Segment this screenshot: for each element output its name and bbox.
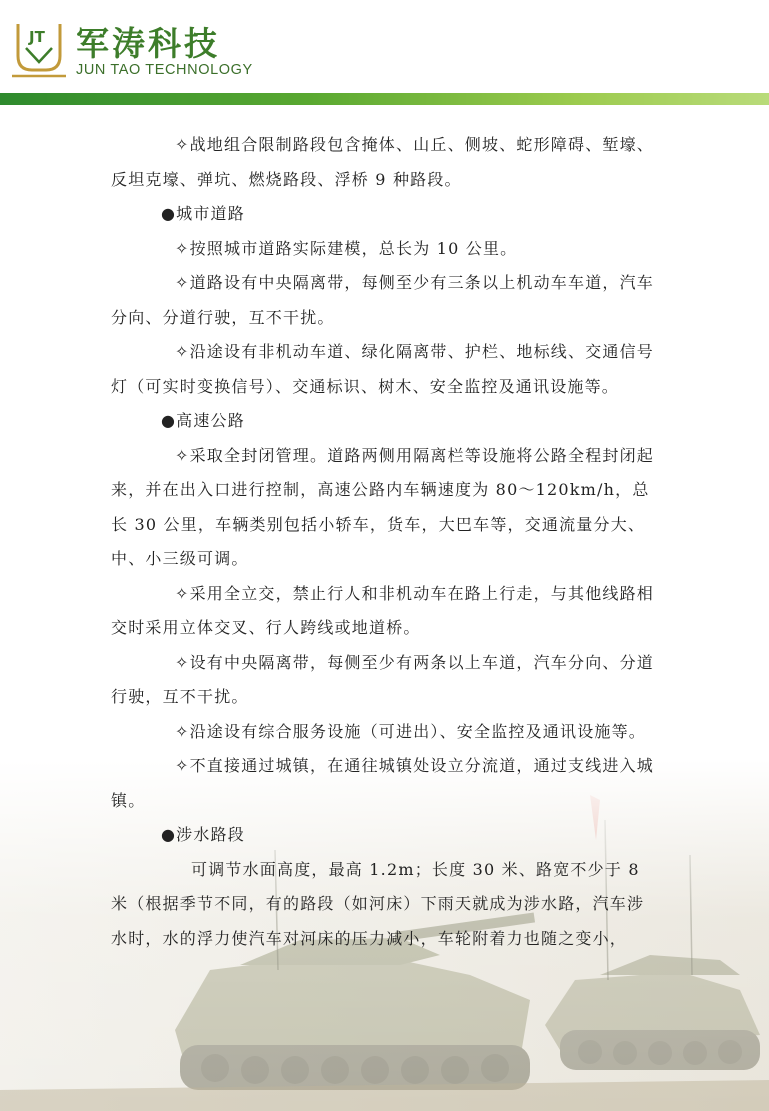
paragraph-highway-service: ✧沿途设有综合服务设施（可进出）、安全监控及通讯设施等。 bbox=[175, 721, 647, 741]
brand-name-en: JUN TAO TECHNOLOGY bbox=[76, 62, 253, 78]
brand-name-cn: 军涛科技 bbox=[76, 24, 220, 63]
paragraph-highway-closed: ✧采取全封闭管理。道路两侧用隔离栏等设施将公路全程封闭起来，并在出入口进行控制，高速公路内车辆速度为 80～120km/h，总长 30 公里，车辆类别包括小轿车，货车，大巴车等，交通流量分大、中、小三级可调。 bbox=[111, 445, 655, 568]
paragraph-battlefield-sections: ✧战地组合限制路段包含掩体、山丘、侧坡、蛇形障碍、堑壕、反坦克壕、弹坑、燃烧路段、浮桥 9 种路段。 bbox=[111, 135, 655, 189]
header-green-bar bbox=[0, 93, 769, 105]
company-logo-icon bbox=[8, 18, 70, 80]
paragraph-highway-bypass: ✧不直接通过城镇，在通往城镇处设立分流道，通过支线进入城镇。 bbox=[111, 756, 655, 810]
page-header bbox=[0, 0, 769, 108]
paragraph-city-facilities: ✧沿途设有非机动车道、绿化隔离带、护栏、地标线、交通信号灯（可实时变换信号）、交通标识、树木、安全监控及通讯设施等。 bbox=[111, 342, 655, 396]
document-body bbox=[111, 128, 661, 956]
heading-city-road: ●城市道路 bbox=[161, 204, 245, 223]
heading-wading-section: ●涉水路段 bbox=[161, 825, 245, 844]
paragraph-highway-median: ✧设有中央隔离带，每侧至少有两条以上车道，汽车分向、分道行驶，互不干扰。 bbox=[111, 652, 655, 706]
paragraph-highway-interchange: ✧采用全立交，禁止行人和非机动车在路上行走，与其他线路相交时采用立体交叉、行人跨线或地道桥。 bbox=[111, 583, 655, 637]
paragraph-city-median: ✧道路设有中央隔离带，每侧至少有三条以上机动车车道，汽车分向、分道行驶，互不干扰。 bbox=[111, 273, 655, 327]
svg-text:JT: JT bbox=[29, 28, 45, 46]
paragraph-wading: 可调节水面高度，最高 1.2m；长度 30 米、路宽不少于 8 米（根据季节不同，有的路段（如河床）下雨天就成为涉水路，汽车涉水时，水的浮力使汽车对河床的压力减小，车轮附着力也随之变小， bbox=[111, 859, 645, 948]
heading-highway: ●高速公路 bbox=[161, 411, 245, 430]
paragraph-city-model: ✧按照城市道路实际建模，总长为 10 公里。 bbox=[175, 238, 518, 258]
